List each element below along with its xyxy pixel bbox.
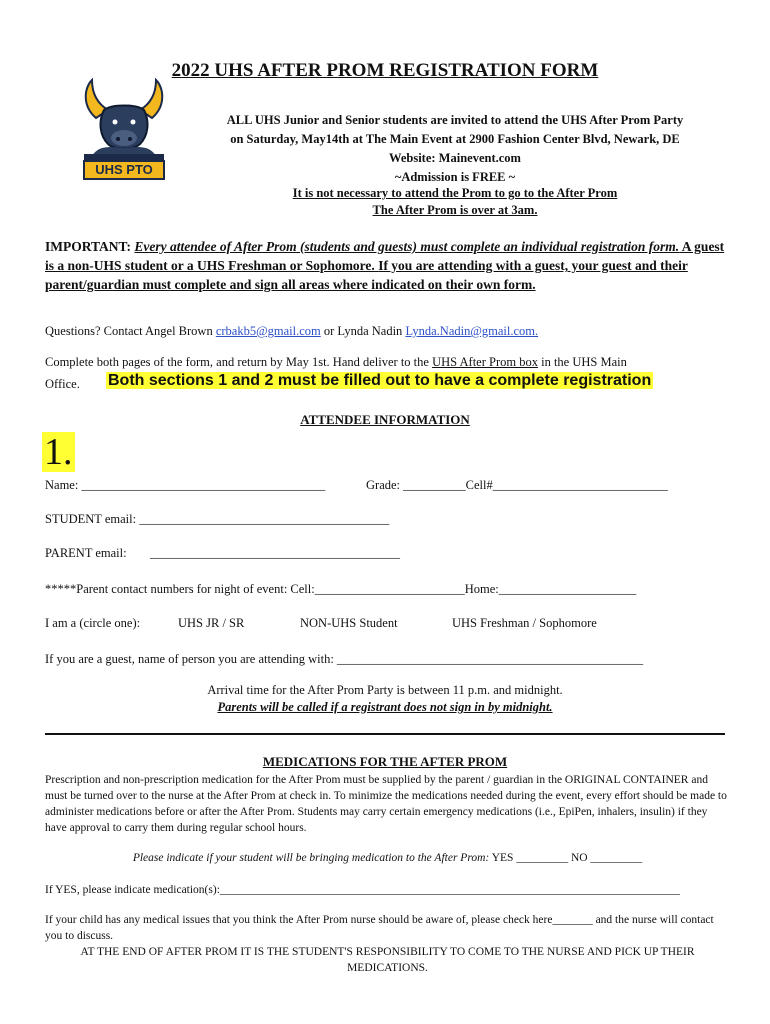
parents-called-note: Parents will be called if a registrant does not sign in by midnight. bbox=[217, 700, 553, 714]
email-link-lynda[interactable]: Lynda.Nadin@gmail.com. bbox=[405, 324, 539, 338]
form-title: 2022 UHS AFTER PROM REGISTRATION FORM bbox=[171, 60, 599, 81]
medication-list-field[interactable]: If YES, please indicate medication(s):________________________________________________________________________________ bbox=[45, 884, 680, 896]
after-prom-box: UHS After Prom box bbox=[432, 355, 538, 369]
option-non-uhs[interactable]: NON-UHS Student bbox=[300, 616, 398, 630]
attendee-heading: ATTENDEE INFORMATION bbox=[300, 412, 470, 427]
guest-attending-field[interactable]: If you are a guest, name of person you are attending with: _________________________________________________ bbox=[45, 652, 644, 666]
medication-indicate-line[interactable]: Please indicate if your student will be bringing medication to the After Prom: YES _________ NO _________ bbox=[132, 852, 643, 864]
student-email-field[interactable]: STUDENT email: ________________________________________ bbox=[45, 512, 390, 526]
section-number: 1. bbox=[44, 431, 73, 473]
email-link-angel[interactable]: crbakb5@gmail.com bbox=[215, 324, 321, 338]
header-admission: ~Admission is FREE ~ bbox=[394, 170, 516, 184]
medical-issues-note[interactable]: If your child has any medical issues that you think the After Prom nurse should be aware of, please check here_______ and the nurse will contact you to discuss. bbox=[45, 914, 714, 942]
important-guest-instructions: If you are attending with a guest, your guest and their parent/guardian must complete and sign all areas where indicated on their own form. bbox=[45, 258, 688, 292]
parent-email-label: PARENT email: bbox=[45, 546, 127, 560]
complete-registration-highlight: Both sections 1 and 2 must be filled out to have a complete registration bbox=[108, 372, 652, 389]
important-guest-definition: A guest is a non-UHS student or a UHS Freshman or Sophomore. bbox=[45, 239, 725, 273]
name-field[interactable]: Name: _______________________________________ bbox=[45, 478, 326, 492]
medications-heading: MEDICATIONS FOR THE AFTER PROM bbox=[262, 754, 508, 769]
arrival-time-note: Arrival time for the After Prom Party is between 11 p.m. and midnight. bbox=[207, 683, 563, 697]
section-divider bbox=[45, 733, 725, 735]
end-responsibility-line-2: MEDICATIONS. bbox=[347, 962, 428, 974]
circle-one-label: I am a (circle one): bbox=[45, 616, 141, 630]
important-label: IMPORTANT: bbox=[45, 239, 135, 254]
medications-paragraph: Prescription and non-prescription medication for the After Prom must be supplied by the parent / guardian in the ORIGINAL CONTAINER and must be turned over to the nurse at the After Prom at check in. To minimize the medications needed during the event, every effort should be made to administer medications before or after the After Prom. Students may carry certain emergency medications (i.e., EpiPen, inhalers, insulin) if they have approval to carry them during regular school hours. bbox=[45, 774, 727, 834]
header-website: Website: Mainevent.com bbox=[389, 151, 521, 165]
option-jr-sr[interactable]: UHS JR / SR bbox=[178, 616, 245, 630]
important-emphasis: Every attendee of After Prom (students and guests) must complete an individual registration form. bbox=[134, 239, 680, 254]
questions-line: Questions? Contact Angel Brown crbakb5@gmail.com or Lynda Nadin Lynda.Nadin@gmail.com. bbox=[45, 324, 539, 338]
header-end-time: The After Prom is over at 3am. bbox=[372, 203, 538, 217]
option-freshman-sophomore[interactable]: UHS Freshman / Sophomore bbox=[452, 616, 597, 630]
logo-text: UHS PTO bbox=[95, 162, 153, 177]
complete-instructions: Complete both pages of the form, and return by May 1st. Hand deliver to the UHS After Prom box in the UHS Main bbox=[45, 355, 627, 369]
end-responsibility-line-1: AT THE END OF AFTER PROM IT IS THE STUDENT'S RESPONSIBILITY TO COME TO THE NURSE AND PICK UP THEIR bbox=[80, 946, 695, 958]
parent-email-field[interactable]: ________________________________________ bbox=[150, 546, 400, 560]
parent-contact-field[interactable]: *****Parent contact numbers for night of event: Cell:________________________Home:______________________ bbox=[45, 582, 637, 596]
important-notice bbox=[45, 237, 725, 294]
header-line-1: ALL UHS Junior and Senior students are invited to attend the UHS After Prom Party bbox=[226, 113, 684, 127]
uhs-pto-logo bbox=[78, 76, 170, 182]
grade-cell-field[interactable]: Grade: __________Cell#____________________________ bbox=[366, 478, 668, 492]
header-line-2: on Saturday, May14th at The Main Event at 2900 Fashion Center Blvd, Newark, DE bbox=[230, 132, 680, 146]
header-prom-note: It is not necessary to attend the Prom to go to the After Prom bbox=[292, 186, 618, 200]
office-text: Office. bbox=[45, 377, 80, 391]
